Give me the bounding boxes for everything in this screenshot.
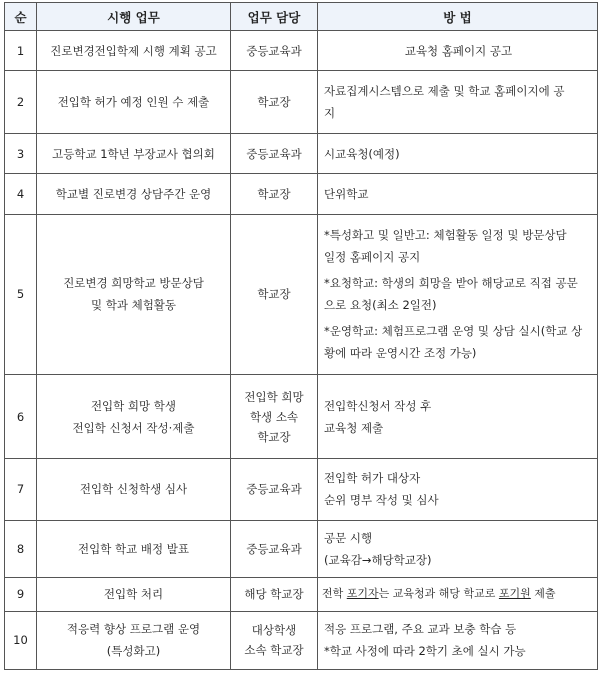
- table-row: [5, 31, 598, 71]
- method-line: (교육감→해당학교장): [324, 552, 432, 567]
- row-num: 6: [5, 375, 37, 459]
- method-line: 순위 명부 작성 및 심사: [324, 493, 439, 508]
- table-row: [5, 174, 598, 214]
- row-num: 4: [5, 174, 37, 214]
- row-num: 8: [5, 520, 37, 577]
- task-line: 진로변경 희망학교 방문상담: [63, 276, 204, 291]
- row-owner: 학교장: [231, 174, 318, 214]
- method-line: 자료집계시스템으로 제출 및 학교 홈페이지에 공: [324, 84, 565, 99]
- method-line: 교육청 제출: [324, 420, 384, 435]
- row-method: [318, 459, 598, 520]
- method-text: 는 교육청과 해당 학교로: [378, 587, 499, 601]
- method-line: *운영학교: 체험프로그램 운영 및 상담 실시(학교 상: [324, 324, 583, 339]
- header-owner: 업무 담당: [231, 3, 318, 31]
- task-line: 전입학 신청서 작성·제출: [72, 420, 195, 435]
- method-line: 적응 프로그램, 주요 교과 보충 학습 등: [324, 622, 517, 637]
- row-task: [37, 611, 231, 669]
- row-num: 5: [5, 214, 37, 375]
- owner-line: 대상학생: [251, 623, 297, 638]
- owner-line: 학교장: [257, 429, 291, 444]
- task-line: 적응력 향상 프로그램 운영: [66, 622, 201, 637]
- table-row: [5, 214, 598, 375]
- row-num: 9: [5, 577, 37, 611]
- table-row: [5, 375, 598, 459]
- row-owner: 중등교육과: [231, 520, 318, 577]
- method-line: *학교 사정에 따라 2학기 초에 실시 가능: [324, 644, 526, 659]
- row-task: 진로변경전입학제 시행 계획 공고: [37, 31, 231, 71]
- table-row: [5, 459, 598, 520]
- row-num: 7: [5, 459, 37, 520]
- table-row: [5, 71, 598, 134]
- method-text: 제출: [530, 587, 556, 601]
- row-owner: 중등교육과: [231, 134, 318, 174]
- task-line: (특성화고): [106, 644, 161, 659]
- row-owner: 해당 학교장: [231, 577, 318, 611]
- method-line: 황에 따라 운영시간 조정 가능): [324, 346, 477, 361]
- method-line: 지: [324, 106, 336, 121]
- row-owner: [231, 375, 318, 459]
- method-bullet: [324, 224, 593, 268]
- table-header-row: [5, 3, 598, 31]
- task-line: 전입학 희망 학생: [90, 398, 177, 413]
- method-bullet: [324, 320, 593, 364]
- row-owner: [231, 611, 318, 669]
- row-method: 시교육청(예정): [318, 134, 598, 174]
- owner-line: 전입학 희망: [244, 389, 304, 404]
- row-task: 고등학교 1학년 부장교사 협의회: [37, 134, 231, 174]
- method-line: 전입학 허가 대상자: [324, 471, 421, 486]
- header-method: 방 법: [318, 3, 598, 31]
- method-line: *요청학교: 학생의 희망을 받아 해당교로 직접 공문: [324, 276, 578, 291]
- method-line: *특성화고 및 일반고: 체험활동 일정 및 방문상담: [324, 228, 567, 243]
- task-line: 및 학과 체험활동: [90, 298, 177, 313]
- row-owner: 중등교육과: [231, 459, 318, 520]
- table-row: [5, 520, 598, 577]
- method-text: 전학: [322, 587, 347, 601]
- row-method: 교육청 홈페이지 공고: [318, 31, 598, 71]
- header-task: 시행 업무: [37, 3, 231, 31]
- row-task: 전입학 허가 예정 인원 수 제출: [37, 71, 231, 134]
- table-row: [5, 611, 598, 669]
- method-underlined: 포기원: [498, 587, 531, 601]
- row-task: [37, 214, 231, 375]
- row-method: [318, 577, 598, 611]
- header-num: 순: [5, 3, 37, 31]
- method-bullet: [324, 272, 593, 316]
- row-method: [318, 520, 598, 577]
- row-method: [318, 71, 598, 134]
- method-underlined: 포기자: [346, 587, 379, 601]
- row-method: [318, 375, 598, 459]
- row-task: 전입학 신청학생 심사: [37, 459, 231, 520]
- row-owner: 중등교육과: [231, 31, 318, 71]
- row-num: 2: [5, 71, 37, 134]
- method-line: 공문 시행: [324, 530, 373, 545]
- owner-line: 소속 학교장: [244, 643, 304, 658]
- row-num: 10: [5, 611, 37, 669]
- row-num: 3: [5, 134, 37, 174]
- table-row: [5, 577, 598, 611]
- method-line: 일정 홈페이지 공지: [324, 250, 421, 265]
- row-method: [318, 214, 598, 375]
- row-owner: 학교장: [231, 214, 318, 375]
- owner-line: 학생 소속: [249, 409, 299, 424]
- method-line: 으로 요청(최소 2일전): [324, 298, 437, 313]
- table-row: [5, 134, 598, 174]
- row-task: 전입학 처리: [37, 577, 231, 611]
- row-task: 학교별 진로변경 상담주간 운영: [37, 174, 231, 214]
- row-method: 단위학교: [318, 174, 598, 214]
- row-method: [318, 611, 598, 669]
- schedule-table: [4, 2, 598, 670]
- method-line: 전입학신청서 작성 후: [324, 398, 432, 413]
- row-owner: 학교장: [231, 71, 318, 134]
- row-task: [37, 375, 231, 459]
- row-task: 전입학 학교 배정 발표: [37, 520, 231, 577]
- row-num: 1: [5, 31, 37, 71]
